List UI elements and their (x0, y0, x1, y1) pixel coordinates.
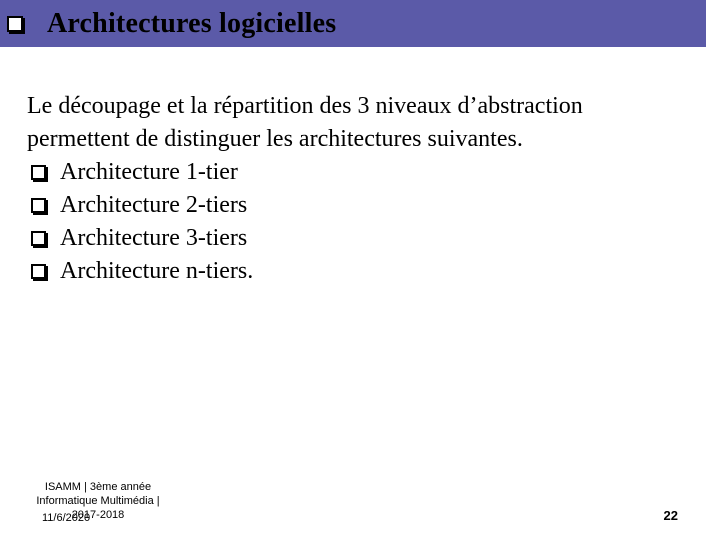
footer-institution-line-2: Informatique Multimédia | (36, 495, 160, 507)
bullet-item (27, 255, 707, 288)
intro-text-line-2: permettent de distinguer les architectures suivantes. (27, 126, 523, 152)
checkbox-bullet-icon (31, 165, 46, 180)
checkbox-bullet-icon (7, 16, 23, 32)
footer-date: 11/6/2020 (42, 512, 91, 524)
bullet-text: Architecture n-tiers. (60, 258, 254, 284)
bullet-text: Architecture 2-tiers (60, 192, 248, 218)
bullet-item (27, 156, 707, 189)
footer-year-range: 2017-2018 (71, 509, 125, 521)
checkbox-bullet-icon (31, 264, 46, 279)
checkbox-bullet-icon (31, 198, 46, 213)
intro-text-line-1: Le découpage et la répartition des 3 niveaux d’abstraction (27, 93, 583, 119)
slide-title: Architectures logicielles (47, 7, 337, 39)
checkbox-bullet-icon (31, 231, 46, 246)
page-number: 22 (663, 508, 678, 523)
footer-institution-line-1: ISAMM | 3ème année (44, 481, 152, 493)
bullet-text: Architecture 1-tier (60, 159, 238, 185)
bullet-item (27, 222, 707, 255)
bullet-item (27, 189, 707, 222)
slide-body (27, 90, 707, 288)
slide-title-bar (0, 0, 706, 47)
bullet-text: Architecture 3-tiers (60, 225, 248, 251)
